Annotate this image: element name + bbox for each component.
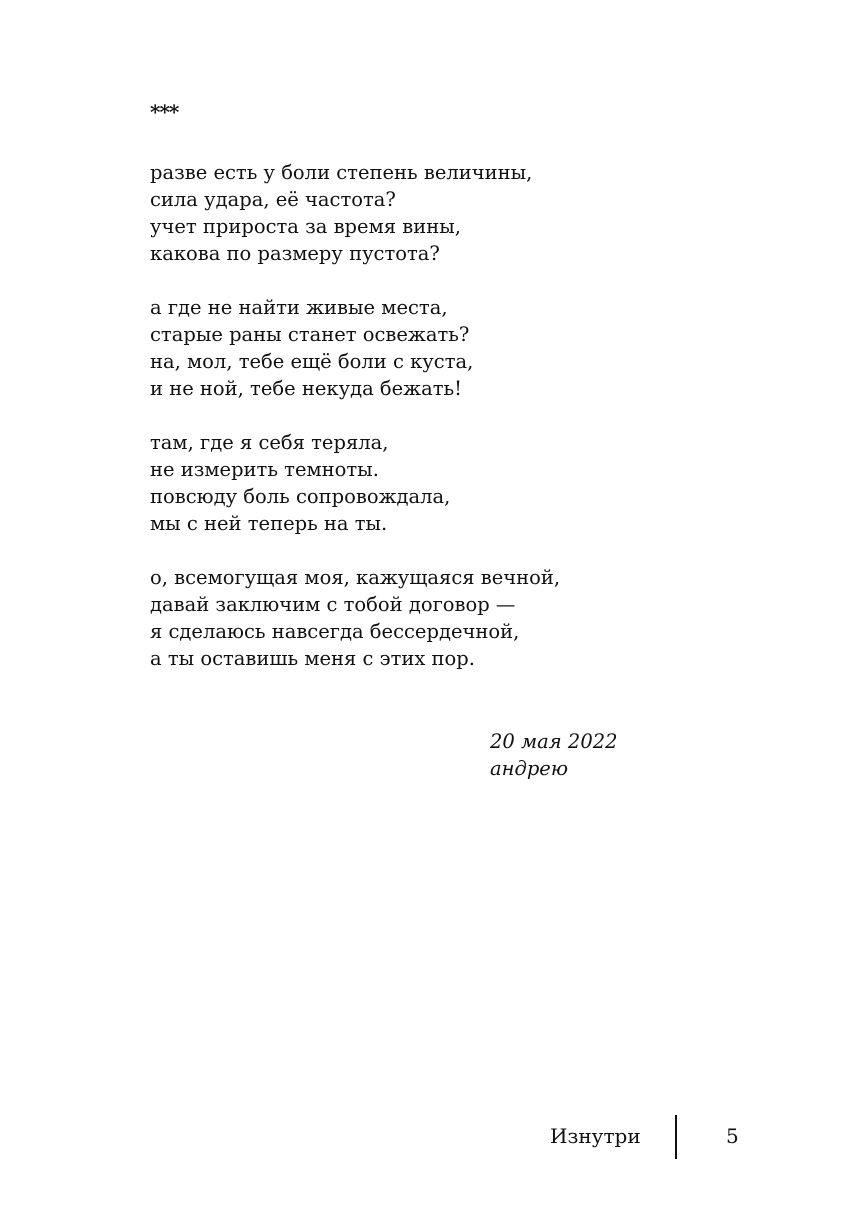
- poem-line: и не ной, тебе некуда бежать!: [150, 377, 462, 400]
- page-number: 5: [726, 1124, 739, 1148]
- signature-date: 20 мая 2022: [490, 730, 618, 753]
- poem-line: а ты оставишь меня с этих пор.: [150, 647, 475, 670]
- poem-line: старые раны станет освежать?: [150, 323, 470, 346]
- stanza: [150, 159, 710, 267]
- poem-line: на, мол, тебе ещё боли с куста,: [150, 350, 474, 373]
- poem-line: давай заключим с тобой договор —: [150, 593, 516, 616]
- poem-line: о, всемогущая моя, кажущаяся вечной,: [150, 566, 561, 589]
- footer-book-title: Изнутри: [550, 1124, 641, 1148]
- signature-dedication: андрею: [490, 757, 569, 780]
- stanza: [150, 564, 710, 672]
- poem-heading: ***: [150, 100, 179, 124]
- stanza: [150, 294, 710, 402]
- poem-line: сила удара, её частота?: [150, 188, 396, 211]
- poem-line: повсюду боль сопровождала,: [150, 485, 451, 508]
- poem-line: разве есть у боли степень величины,: [150, 161, 533, 184]
- poem-signature: [490, 728, 618, 782]
- poem-line: там, где я себя теряла,: [150, 431, 389, 454]
- poem-line: не измерить темноты.: [150, 458, 379, 481]
- footer-divider: [675, 1115, 677, 1159]
- stanza: [150, 429, 710, 537]
- poem-line: мы с ней теперь на ты.: [150, 512, 388, 535]
- poem-body: [150, 159, 710, 699]
- poem-line: я сделаюсь навсегда бессердечной,: [150, 620, 520, 643]
- poem-line: какова по размеру пустота?: [150, 242, 440, 265]
- poem-line: а где не найти живые места,: [150, 296, 448, 319]
- poem-line: учет прироста за время вины,: [150, 215, 461, 238]
